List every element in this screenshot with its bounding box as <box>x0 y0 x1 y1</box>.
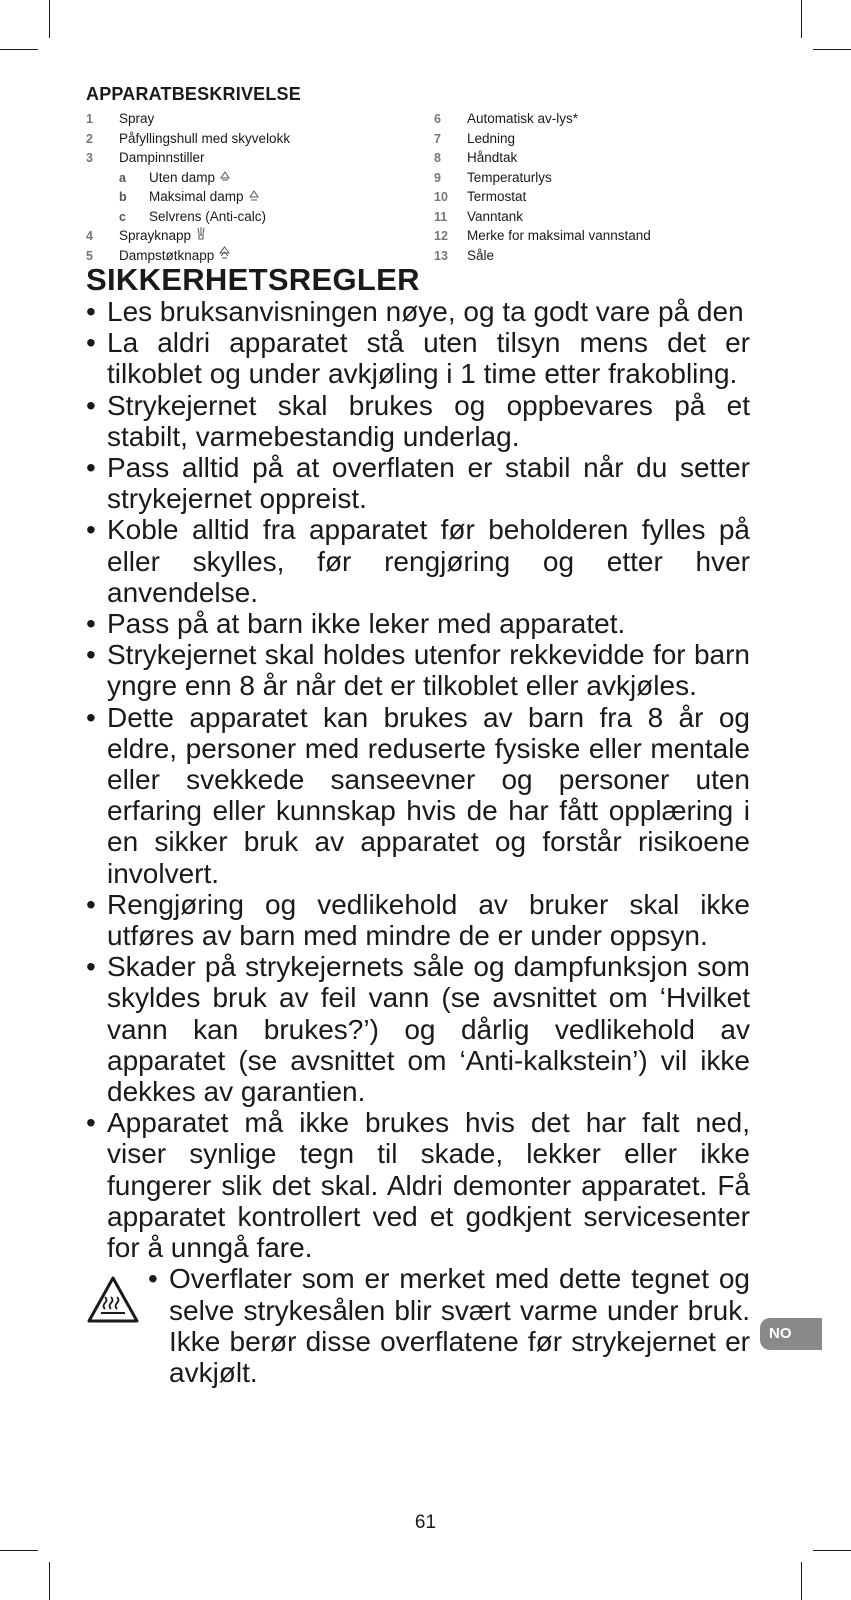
part-letter: c <box>119 209 126 224</box>
bullet: • <box>86 389 96 421</box>
part-label: Merke for maksimal vannstand <box>467 228 651 243</box>
part-label: Selvrens (Anti-calc) <box>149 208 267 224</box>
bullet: • <box>86 639 96 671</box>
rule-text: Overflater som er merket med dette tegnet og selve strykesålen blir svært varme under bruk. Ikke berør disse overflatene før strykejernet er avkjølt. <box>169 1263 750 1388</box>
part-label: Maksimal damp <box>149 189 244 204</box>
part-number: 13 <box>434 248 448 263</box>
crop-mark <box>801 1562 802 1600</box>
description-title: APPARATBESKRIVELSE <box>86 84 301 104</box>
part-subitem <box>86 168 416 188</box>
safety-rule <box>86 390 750 452</box>
part-label: Sprayknapp <box>119 228 192 243</box>
part-item <box>434 129 754 149</box>
rule-text: Les bruksanvisningen nøye, og ta godt vare på den <box>107 296 744 327</box>
part-number: 4 <box>86 229 93 243</box>
rule-text: Pass alltid på at overflaten er stabil når du setter strykejernet oppreist. <box>107 452 750 515</box>
safety-rule <box>86 296 750 327</box>
part-number: 6 <box>434 112 441 126</box>
bullet: • <box>86 608 96 640</box>
part-item <box>434 109 754 129</box>
part-letter: a <box>119 170 126 185</box>
safety-rule <box>86 889 750 951</box>
safety-rule <box>148 1263 750 1388</box>
part-subitem <box>86 187 416 207</box>
bullet: • <box>148 1263 158 1295</box>
part-number: 2 <box>86 131 93 146</box>
bullet: • <box>86 951 96 983</box>
hot-surface-rule-row <box>86 1263 750 1388</box>
part-number: 12 <box>434 229 448 243</box>
part-number: 11 <box>434 209 448 224</box>
hot-surface-warning-icon <box>86 1275 140 1325</box>
safety-rule <box>86 327 750 389</box>
part-number: 10 <box>434 190 448 204</box>
rule-text: Koble alltid fra apparatet før beholderen fylles på eller skylles, før rengjøring og etter hver anvendelse. <box>107 514 750 608</box>
part-number: 3 <box>86 151 93 165</box>
bullet: • <box>86 514 96 546</box>
rule-text: Strykejernet skal brukes og oppbevares på et stabilt, varmebestandig underlag. <box>107 389 750 452</box>
crop-mark <box>813 1550 851 1551</box>
safety-rule <box>86 639 750 701</box>
part-label: Påfyllingshull med skyvelokk <box>119 130 291 146</box>
part-item <box>86 129 416 149</box>
part-label: Termostat <box>467 189 527 204</box>
part-label: Automatisk av-lys* <box>467 111 579 126</box>
part-label: Spray <box>119 111 155 126</box>
crop-mark <box>813 49 851 50</box>
rule-text: Pass på at barn ikke leker med apparatet. <box>107 608 626 640</box>
part-number: 1 <box>86 112 93 126</box>
part-item <box>434 168 754 188</box>
part-label: Håndtak <box>467 150 518 165</box>
part-subitem <box>86 207 416 227</box>
safety-rule <box>86 514 750 608</box>
part-number: 9 <box>434 170 441 185</box>
rule-text: Skader på strykejernets såle og dampfunksjon som skyldes bruk av feil vann (se avsnittet om ‘Hvilket vann kan brukes?’) og dårlig vedlikehold av apparatet (se avsnittet om ‘Anti-kalkstein’) vil ikke dekkes av garantien. <box>107 951 750 1108</box>
rule-text: Strykejernet skal holdes utenfor rekkevidde for barn yngre enn 8 år når det er tilkoblet eller avkjøles. <box>107 639 750 702</box>
part-item <box>86 109 416 129</box>
crop-mark <box>801 0 802 38</box>
safety-rules-list <box>86 296 750 1388</box>
part-letter: b <box>119 190 127 204</box>
part-item <box>434 246 754 266</box>
bullet: • <box>86 452 96 484</box>
bullet: • <box>86 296 96 327</box>
safety-rule <box>86 608 750 639</box>
spray-icon <box>195 226 207 246</box>
language-tab: NO <box>760 1318 822 1350</box>
part-item <box>86 226 416 246</box>
rule-text: Dette apparatet kan brukes av barn fra 8 år og eldre, personer med reduserte fysiske eller mentale eller svekkede sanseevner og personer uten erfaring eller kunnskap hvis de har fått opplæring i en sikker bruk av apparatet og forstår risikoene involvert. <box>107 701 750 889</box>
part-label: Vanntank <box>467 208 524 224</box>
rule-text: Rengjøring og vedlikehold av bruker skal ikke utføres av barn med mindre de er under oppsyn. <box>107 888 750 952</box>
part-label: Temperaturlys <box>467 169 552 185</box>
crop-mark <box>0 1550 38 1551</box>
bullet: • <box>86 327 96 359</box>
part-label: Dampinnstiller <box>119 150 205 165</box>
max-steam-icon <box>248 187 260 207</box>
part-number: 5 <box>86 248 93 263</box>
crop-mark <box>49 0 50 38</box>
part-item <box>86 148 416 168</box>
part-label: Uten damp <box>149 169 216 185</box>
safety-rule <box>86 452 750 514</box>
part-label: Dampstøtknapp <box>119 247 215 263</box>
bullet: • <box>86 701 96 733</box>
safety-rule <box>86 1107 750 1263</box>
crop-mark <box>0 49 38 50</box>
crop-mark <box>49 1562 50 1600</box>
part-item <box>434 226 754 246</box>
rule-text: Apparatet må ikke brukes hvis det har falt ned, viser synlige tegn til skade, lekker eller ikke fungerer slik det skal. Aldri demonter apparatet. Få apparatet kontrollert ved et godkjent servicesenter for å unngå fare. <box>107 1107 750 1264</box>
page-number: 61 <box>414 1512 437 1533</box>
safety-rule <box>86 951 750 1107</box>
safety-rule <box>86 702 750 889</box>
rule-text: La aldri apparatet stå uten tilsyn mens det er tilkoblet og under avkjøling i 1 time etter frakobling. <box>107 327 750 390</box>
parts-list-right <box>434 109 754 265</box>
no-steam-icon <box>219 168 231 188</box>
part-label: Såle <box>467 247 495 263</box>
parts-list-left <box>86 109 416 265</box>
part-item <box>434 148 754 168</box>
part-number: 8 <box>434 151 441 165</box>
part-item <box>434 207 754 227</box>
bullet: • <box>86 1107 96 1139</box>
part-label: Ledning <box>467 130 516 146</box>
bullet: • <box>86 888 96 920</box>
safety-title: SIKKERHETSREGLER <box>86 262 420 297</box>
part-number: 7 <box>434 131 441 146</box>
part-item <box>434 187 754 207</box>
